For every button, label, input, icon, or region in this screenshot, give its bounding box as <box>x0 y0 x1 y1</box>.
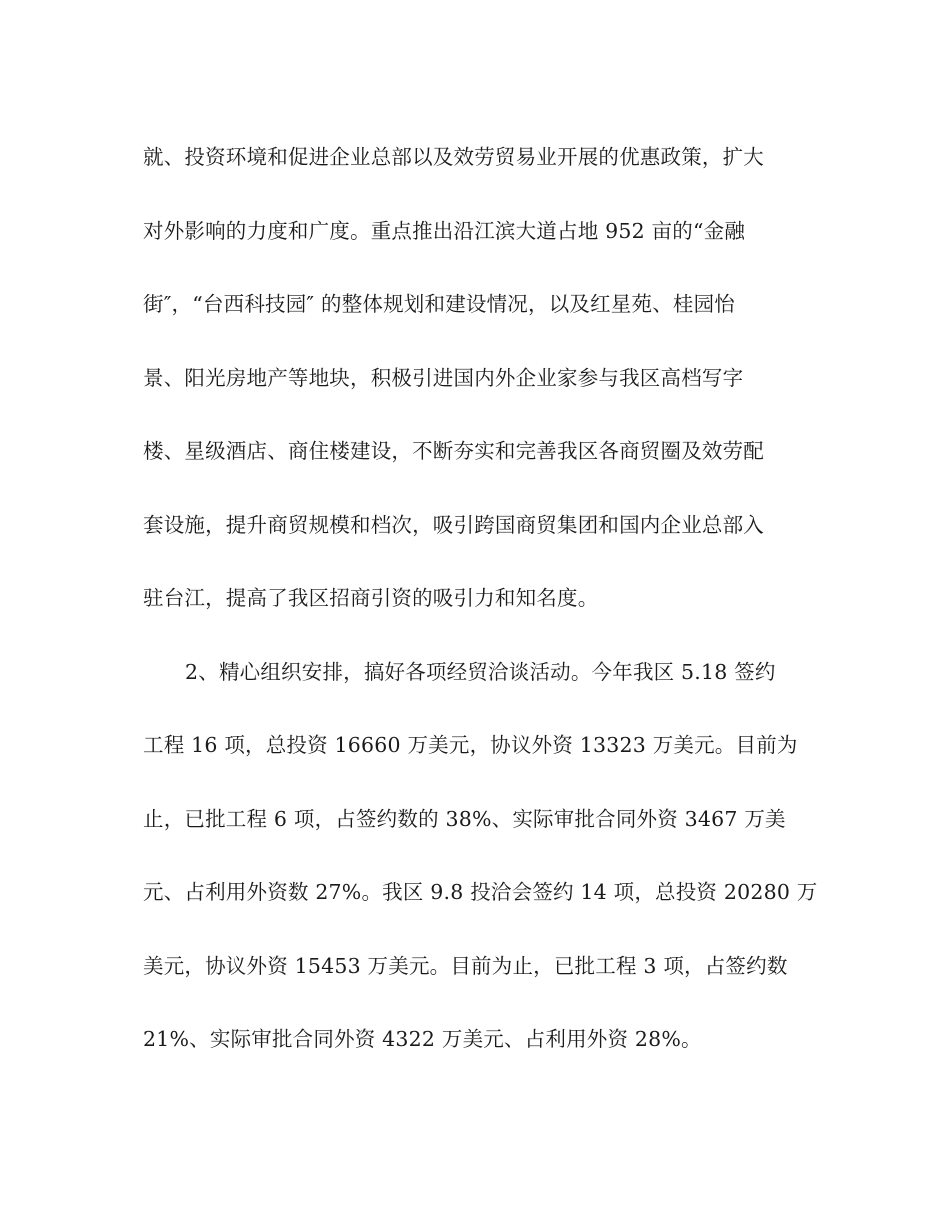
text-line: 工程 16 项，总投资 16660 万美元，协议外资 13323 万美元。目前为 <box>143 733 798 757</box>
text-line: 套设施，提升商贸规模和档次，吸引跨国商贸集团和国内企业总部入 <box>143 513 764 537</box>
text-line: 就、投资环境和促进企业总部以及效劳贸易业开展的优惠政策，扩大 <box>143 145 764 169</box>
text-line: 景、阳光房地产等地块，积极引进国内外企业家参与我区高档写字 <box>143 366 744 390</box>
paragraph-first-line: 2、精心组织安排，搞好各项经贸洽谈活动。今年我区 5.18 签约 <box>185 660 776 684</box>
text-line: 止，已批工程 6 项，占签约数的 38%、实际审批合同外资 3467 万美 <box>143 807 786 831</box>
text-line: 美元，协议外资 15453 万美元。目前为止，已批工程 3 项，占签约数 <box>143 954 788 978</box>
text-line: 元、占利用外资数 27%。我区 9.8 投洽会签约 14 项，总投资 20280 万 <box>143 880 818 904</box>
text-line: 驻台江，提高了我区招商引资的吸引力和知名度。 <box>143 586 599 610</box>
text-line: 对外影响的力度和广度。重点推出沿江滨大道占地 952 亩的“金融 <box>143 219 746 243</box>
text-line: 21%、实际审批合同外资 4322 万美元、占利用外资 28%。 <box>143 1027 702 1051</box>
text-line: 楼、星级酒店、商住楼建设，不断夯实和完善我区各商贸圈及效劳配 <box>143 439 764 463</box>
text-line: 街″，“台西科技园″ 的整体规划和建设情况，以及红星苑、桂园怡 <box>143 292 736 316</box>
